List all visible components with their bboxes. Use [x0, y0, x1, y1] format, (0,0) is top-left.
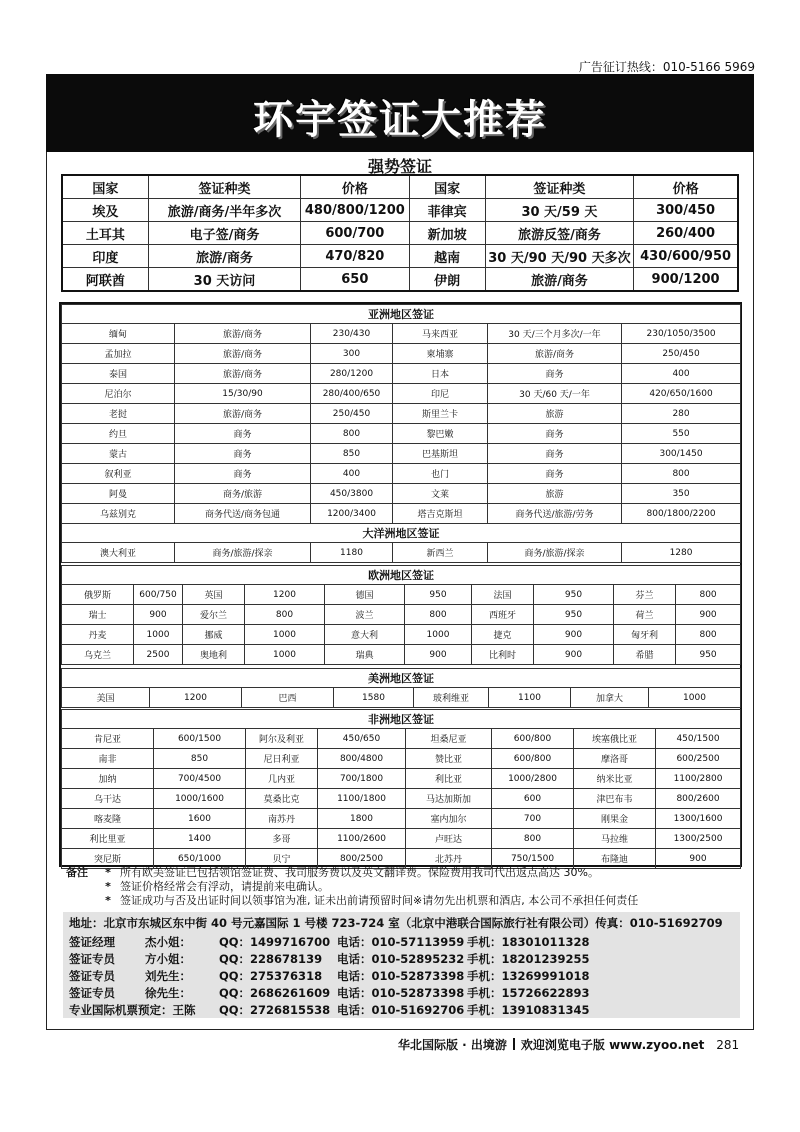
table-cell: 1100/2600 [318, 829, 406, 849]
table-cell: 1580 [334, 688, 414, 708]
table-cell: 老挝 [62, 404, 175, 424]
table-cell: 土耳其 [62, 222, 148, 245]
table-cell: 470/820 [301, 245, 409, 268]
table-cell: 埃及 [62, 199, 148, 222]
table-cell: 250/450 [622, 344, 741, 364]
table-cell: 巴基斯坦 [393, 444, 488, 464]
table-cell: 850 [311, 444, 393, 464]
table-row [62, 424, 741, 444]
header-country: 国家 [62, 175, 148, 199]
contact-mobile: 手机：13269991018 [467, 969, 590, 983]
table-cell: 肯尼亚 [62, 729, 154, 749]
table-cell: 1000 [405, 625, 472, 645]
table-row [62, 268, 738, 292]
table-cell: 1400 [154, 829, 246, 849]
table-cell: 600 [492, 789, 574, 809]
strong-visa-header-row [62, 175, 738, 199]
table-cell: 800/2500 [318, 849, 406, 869]
note-text: 签证成功与否及出证时间以领事馆为准, 证未出前请预留时间※请勿先出机票和酒店, 本公司不承担任何责任 [120, 894, 639, 907]
table-cell: 900 [534, 625, 614, 645]
table-cell: 赞比亚 [406, 749, 492, 769]
contact-tel: 电话：010-52873398 [337, 986, 465, 1000]
table-cell: 爱尔兰 [183, 605, 245, 625]
table-cell: 1000/2800 [492, 769, 574, 789]
table-cell: 布隆迪 [574, 849, 656, 869]
contact-mobile: 手机：18201239255 [467, 952, 590, 966]
table-cell: 旅游/商务 [175, 364, 311, 384]
table-cell: 1000 [245, 645, 325, 665]
table-row [62, 688, 741, 708]
table-cell: 1300/2500 [656, 829, 741, 849]
table-cell: 950 [534, 605, 614, 625]
table-cell: 1180 [311, 543, 393, 563]
table-cell: 800 [622, 464, 741, 484]
table-cell: 商务/旅游/探亲 [488, 543, 622, 563]
table-cell: 突尼斯 [62, 849, 154, 869]
table-cell: 南苏丹 [246, 809, 318, 829]
table-cell: 捷克 [472, 625, 534, 645]
table-cell: 埃塞俄比亚 [574, 729, 656, 749]
table-cell: 美国 [62, 688, 150, 708]
footer-slogan: 欢迎浏览电子版 www.zyoo.net [520, 1038, 705, 1052]
header-visa-type: 签证种类 [148, 175, 300, 199]
table-cell: 1200 [245, 585, 325, 605]
table-cell: 950 [676, 645, 741, 665]
table-cell: 旅游/商务 [488, 344, 622, 364]
table-row [62, 324, 741, 344]
table-cell: 印尼 [393, 384, 488, 404]
table-cell: 匈牙利 [614, 625, 676, 645]
contact-mobile: 手机：18301011328 [467, 935, 590, 949]
table-cell: 商务 [488, 444, 622, 464]
asia-section-title: 亚洲地区签证 [62, 305, 741, 324]
table-cell: 700/4500 [154, 769, 246, 789]
table-cell: 900 [656, 849, 741, 869]
table-cell: 800 [311, 424, 393, 444]
table-cell: 巴西 [242, 688, 334, 708]
table-cell: 400 [622, 364, 741, 384]
table-cell: 430/600/950 [634, 245, 738, 268]
table-cell: 15/30/90 [175, 384, 311, 404]
table-cell: 商务/旅游 [175, 484, 311, 504]
table-cell: 600/800 [492, 729, 574, 749]
header-price: 价格 [301, 175, 409, 199]
table-cell: 利比亚 [406, 769, 492, 789]
table-row [62, 809, 741, 829]
table-cell: 马来西亚 [393, 324, 488, 344]
strong-visa-title: 强势签证 [367, 157, 432, 176]
europe-section-title: 欧洲地区签证 [62, 566, 741, 585]
table-cell: 950 [534, 585, 614, 605]
europe-visa-table [61, 565, 741, 665]
table-row [62, 245, 738, 268]
title-banner [46, 74, 754, 152]
table-cell: 30 天/60 天/一年 [488, 384, 622, 404]
contact-mobile: 手机：15726622893 [467, 986, 590, 1000]
ticket-role: 专业国际机票预定：王陈 [69, 1003, 196, 1017]
table-cell: 旅游/商务 [175, 324, 311, 344]
table-cell: 纳米比亚 [574, 769, 656, 789]
table-cell: 商务代送/商务包通 [175, 504, 311, 524]
table-cell: 旅游 [488, 404, 622, 424]
contact-address: 地址：北京市东城区东中街 40 号元嘉国际 1 号楼 723-724 室（北京中港联合国际旅行社有限公司）传真：010-51692709 [69, 916, 723, 930]
table-cell: 800 [676, 625, 741, 645]
table-cell: 900 [405, 645, 472, 665]
table-cell: 商务 [488, 364, 622, 384]
table-cell: 菲律宾 [409, 199, 485, 222]
table-cell: 新西兰 [393, 543, 488, 563]
table-row [62, 749, 741, 769]
table-cell: 文莱 [393, 484, 488, 504]
notes [66, 866, 746, 908]
table-cell: 800/4800 [318, 749, 406, 769]
table-cell: 2500 [134, 645, 183, 665]
table-cell: 250/450 [311, 404, 393, 424]
table-cell: 1200 [150, 688, 242, 708]
contact-role: 签证专员 [69, 969, 115, 983]
table-cell: 旅游/商务 [148, 245, 300, 268]
table-cell: 800 [492, 829, 574, 849]
table-row [62, 484, 741, 504]
footer-separator [513, 1038, 515, 1050]
table-cell: 也门 [393, 464, 488, 484]
table-cell: 1300/1600 [656, 809, 741, 829]
notes-lead: 备注 [66, 866, 88, 879]
table-cell: 600/800 [492, 749, 574, 769]
contact-role: 签证专员 [69, 952, 115, 966]
table-cell: 印度 [62, 245, 148, 268]
table-cell: 1800 [318, 809, 406, 829]
table-row [62, 625, 741, 645]
table-cell: 480/800/1200 [301, 199, 409, 222]
table-cell: 瑞士 [62, 605, 134, 625]
table-cell: 摩洛哥 [574, 749, 656, 769]
table-row [62, 645, 741, 665]
table-cell: 塞内加尔 [406, 809, 492, 829]
table-cell: 950 [405, 585, 472, 605]
table-cell: 300/1450 [622, 444, 741, 464]
table-row [62, 789, 741, 809]
america-section-title: 美洲地区签证 [62, 669, 741, 688]
table-row [62, 444, 741, 464]
table-cell: 800/1800/2200 [622, 504, 741, 524]
table-cell: 260/400 [634, 222, 738, 245]
table-cell: 400 [311, 464, 393, 484]
table-row [62, 543, 741, 563]
table-cell: 荷兰 [614, 605, 676, 625]
table-cell: 900/1200 [634, 268, 738, 292]
table-cell: 700/1800 [318, 769, 406, 789]
table-cell: 1000/1600 [154, 789, 246, 809]
table-cell: 约旦 [62, 424, 175, 444]
contact-mobile: 手机：13910831345 [467, 1003, 590, 1017]
table-cell: 伊朗 [409, 268, 485, 292]
table-cell: 550 [622, 424, 741, 444]
contact-qq: QQ：275376318 [219, 969, 323, 983]
table-cell: 商务 [175, 424, 311, 444]
table-cell: 30 天/59 天 [485, 199, 633, 222]
page-footer [398, 1036, 758, 1053]
table-cell: 奥地利 [183, 645, 245, 665]
table-cell: 650/1000 [154, 849, 246, 869]
table-cell: 600/750 [134, 585, 183, 605]
table-cell: 商务 [488, 464, 622, 484]
table-cell: 300 [311, 344, 393, 364]
table-cell: 叙利亚 [62, 464, 175, 484]
america-visa-table [61, 668, 741, 708]
asia-visa-table [61, 304, 741, 563]
table-cell: 意大利 [325, 625, 405, 645]
table-row [62, 384, 741, 404]
table-row [62, 605, 741, 625]
table-cell: 乌兹别克 [62, 504, 175, 524]
table-cell: 1600 [154, 809, 246, 829]
table-cell: 南非 [62, 749, 154, 769]
table-cell: 800 [676, 585, 741, 605]
contact-name: 方小姐： [145, 952, 191, 966]
table-cell: 阿曼 [62, 484, 175, 504]
table-cell: 加纳 [62, 769, 154, 789]
table-cell: 马拉维 [574, 829, 656, 849]
table-cell: 俄罗斯 [62, 585, 134, 605]
table-cell: 旅游 [488, 484, 622, 504]
table-cell: 北苏丹 [406, 849, 492, 869]
contact-tel: 电话：010-51692706 [337, 1003, 465, 1017]
contact-name: 杰小姐： [145, 935, 191, 949]
table-cell: 商务 [488, 424, 622, 444]
table-cell: 斯里兰卡 [393, 404, 488, 424]
table-row [62, 364, 741, 384]
contact-qq: QQ：1499716700 [219, 935, 331, 949]
table-cell: 英国 [183, 585, 245, 605]
table-cell: 法国 [472, 585, 534, 605]
table-cell: 1000 [134, 625, 183, 645]
table-cell: 1100/1800 [318, 789, 406, 809]
table-cell: 450/1500 [656, 729, 741, 749]
table-cell: 希腊 [614, 645, 676, 665]
table-cell: 230/430 [311, 324, 393, 344]
table-cell: 黎巴嫩 [393, 424, 488, 444]
table-cell: 贝宁 [246, 849, 318, 869]
table-cell: 280 [622, 404, 741, 424]
table-cell: 800 [405, 605, 472, 625]
table-cell: 尼泊尔 [62, 384, 175, 404]
table-cell: 尼日利亚 [246, 749, 318, 769]
table-cell: 刚果金 [574, 809, 656, 829]
table-cell: 600/1500 [154, 729, 246, 749]
strong-visa-body [62, 199, 738, 292]
table-cell: 新加坡 [409, 222, 485, 245]
table-cell: 420/650/1600 [622, 384, 741, 404]
note-item [66, 894, 746, 908]
table-cell: 700 [492, 809, 574, 829]
table-cell: 比利时 [472, 645, 534, 665]
table-cell: 旅游/商务 [175, 344, 311, 364]
table-cell: 西班牙 [472, 605, 534, 625]
table-cell: 玻利维亚 [414, 688, 489, 708]
note-text: 所有欧美签证已包括领馆签证费、我司服务费以及英文翻译费。保险费用我司代出返点高达 30%。 [120, 866, 599, 879]
table-cell: 阿尔及利亚 [246, 729, 318, 749]
oceania-section-title: 大洋洲地区签证 [62, 524, 741, 543]
strong-visa-table [61, 174, 739, 292]
table-cell: 挪威 [183, 625, 245, 645]
table-cell: 商务/旅游/探亲 [175, 543, 311, 563]
table-cell: 30 天/90 天/90 天多次 [485, 245, 633, 268]
table-cell: 津巴布韦 [574, 789, 656, 809]
banner-title: 环宇签证大推荐 [253, 97, 547, 143]
table-row [62, 222, 738, 245]
table-cell: 卢旺达 [406, 829, 492, 849]
table-row [62, 585, 741, 605]
table-cell: 350 [622, 484, 741, 504]
table-cell: 电子签/商务 [148, 222, 300, 245]
table-cell: 莫桑比克 [246, 789, 318, 809]
table-cell: 几内亚 [246, 769, 318, 789]
table-row [62, 464, 741, 484]
america-visa-body [62, 688, 741, 708]
contact-qq: QQ：2686261609 [219, 986, 331, 1000]
table-row [62, 404, 741, 424]
table-row [62, 829, 741, 849]
table-cell: 旅游/商务/半年多次 [148, 199, 300, 222]
table-cell: 650 [301, 268, 409, 292]
table-cell: 30 天/三个月多次/一年 [488, 324, 622, 344]
oceania-visa-body [62, 543, 741, 563]
contact-qq: QQ：2726815538 [219, 1003, 331, 1017]
table-cell: 商务 [175, 444, 311, 464]
africa-section-title: 非洲地区签证 [62, 710, 741, 729]
asia-visa-body [62, 324, 741, 524]
note-mark: * [105, 894, 111, 907]
table-cell: 450/650 [318, 729, 406, 749]
table-cell: 商务 [175, 464, 311, 484]
table-cell: 柬埔寨 [393, 344, 488, 364]
table-cell: 阿联酋 [62, 268, 148, 292]
contact-name: 刘先生： [145, 969, 191, 983]
table-cell: 850 [154, 749, 246, 769]
contact-tel: 电话：010-57113959 [337, 935, 465, 949]
contact-tel: 电话：010-52895232 [337, 952, 465, 966]
table-cell: 缅甸 [62, 324, 175, 344]
note-item [66, 866, 746, 880]
table-cell: 丹麦 [62, 625, 134, 645]
table-cell: 1280 [622, 543, 741, 563]
table-cell: 乌干达 [62, 789, 154, 809]
table-cell: 波兰 [325, 605, 405, 625]
header-price: 价格 [634, 175, 738, 199]
table-cell: 230/1050/3500 [622, 324, 741, 344]
table-cell: 乌克兰 [62, 645, 134, 665]
table-cell: 1100 [489, 688, 571, 708]
ad-hotline: 广告征订热线：010-5166 5969 [578, 60, 755, 74]
contact-qq: QQ：228678139 [219, 952, 323, 966]
table-cell: 800 [245, 605, 325, 625]
table-cell: 越南 [409, 245, 485, 268]
contact-tel: 电话：010-52873398 [337, 969, 465, 983]
contact-role: 签证经理 [69, 935, 115, 949]
table-cell: 900 [534, 645, 614, 665]
table-cell: 750/1500 [492, 849, 574, 869]
table-cell: 喀麦隆 [62, 809, 154, 829]
table-cell: 日本 [393, 364, 488, 384]
table-cell: 泰国 [62, 364, 175, 384]
contact-block [63, 912, 740, 1018]
header-visa-type: 签证种类 [485, 175, 633, 199]
footer-publication: 华北国际版 · 出境游 [398, 1038, 507, 1052]
table-cell: 280/1200 [311, 364, 393, 384]
table-cell: 1200/3400 [311, 504, 393, 524]
table-cell: 1000 [649, 688, 741, 708]
table-cell: 坦桑尼亚 [406, 729, 492, 749]
europe-visa-body [62, 585, 741, 665]
africa-visa-table [61, 709, 741, 869]
note-mark: * [105, 866, 111, 879]
table-cell: 600/2500 [656, 749, 741, 769]
table-cell: 30 天访问 [148, 268, 300, 292]
table-cell: 马达加斯加 [406, 789, 492, 809]
table-cell: 加拿大 [571, 688, 649, 708]
table-cell: 芬兰 [614, 585, 676, 605]
table-row [62, 729, 741, 749]
header-country: 国家 [409, 175, 485, 199]
table-cell: 1100/2800 [656, 769, 741, 789]
table-row [62, 344, 741, 364]
table-cell: 瑞典 [325, 645, 405, 665]
table-cell: 旅游/商务 [175, 404, 311, 424]
contact-role: 签证专员 [69, 986, 115, 1000]
table-cell: 旅游/商务 [485, 268, 633, 292]
table-cell: 300/450 [634, 199, 738, 222]
table-cell: 利比里亚 [62, 829, 154, 849]
table-cell: 600/700 [301, 222, 409, 245]
table-cell: 蒙古 [62, 444, 175, 464]
table-cell: 德国 [325, 585, 405, 605]
note-text: 签证价格经常会有浮动，请提前来电确认。 [120, 880, 329, 893]
page-number: 281 [716, 1038, 740, 1052]
table-cell: 澳大利亚 [62, 543, 175, 563]
table-row [62, 199, 738, 222]
table-cell: 280/400/650 [311, 384, 393, 404]
table-row [62, 769, 741, 789]
africa-visa-body [62, 729, 741, 869]
table-cell: 塔吉克斯坦 [393, 504, 488, 524]
table-cell: 900 [134, 605, 183, 625]
table-cell: 1000 [245, 625, 325, 645]
table-row [62, 504, 741, 524]
note-item [66, 880, 746, 894]
table-cell: 450/3800 [311, 484, 393, 504]
table-cell: 孟加拉 [62, 344, 175, 364]
table-cell: 旅游反签/商务 [485, 222, 633, 245]
table-cell: 900 [676, 605, 741, 625]
table-cell: 商务代送/旅游/劳务 [488, 504, 622, 524]
contact-name: 徐先生： [145, 986, 191, 1000]
table-cell: 多哥 [246, 829, 318, 849]
table-cell: 800/2600 [656, 789, 741, 809]
note-mark: * [105, 880, 111, 893]
